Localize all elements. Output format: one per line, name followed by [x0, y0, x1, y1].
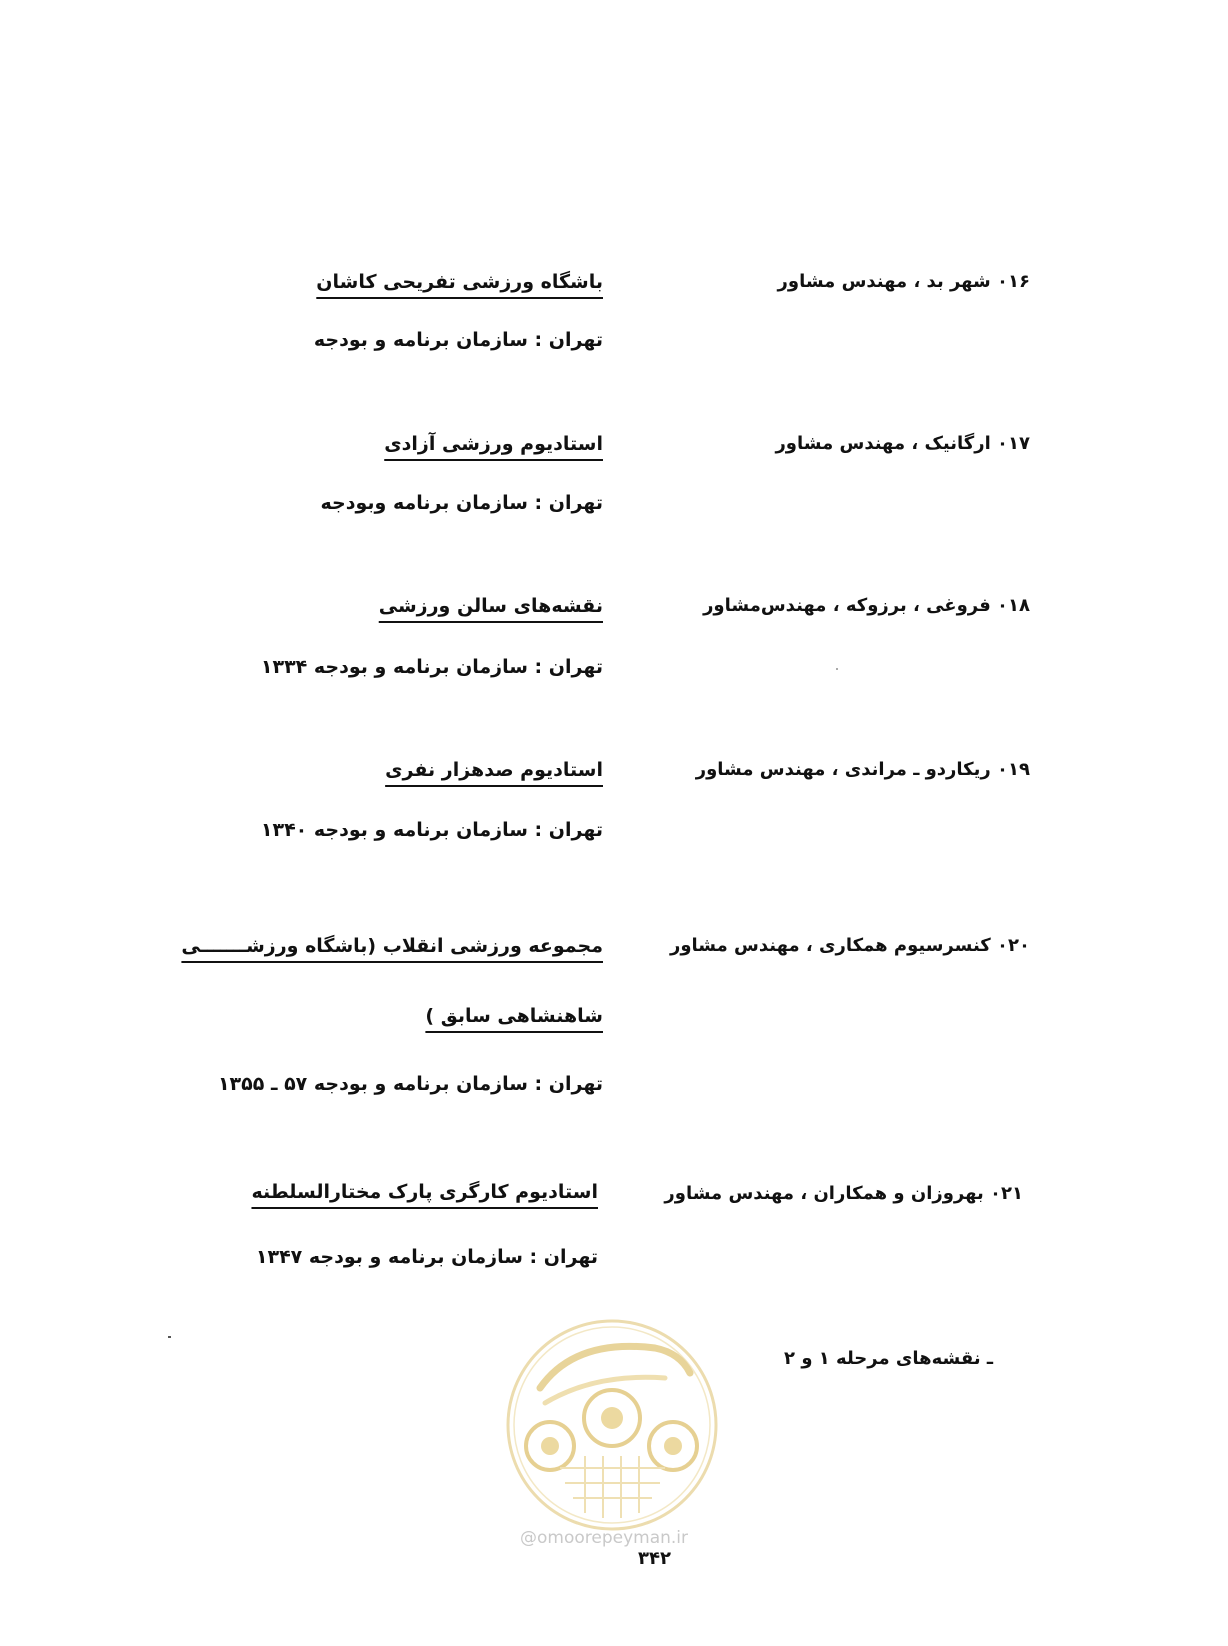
entry-019-title: استادیوم صدهزار نفری [385, 759, 603, 781]
entry-019-author: ۰۱۹ ریکاردو ـ مراندی ، مهندس مشاور [695, 759, 1030, 780]
watermark-logo [505, 1318, 720, 1533]
entry-021-author: ۰۲۱ بهروزان و همکاران ، مهندس مشاور [664, 1183, 1023, 1204]
entry-019-publisher: تهران : سازمان برنامه و بودجه ۱۳۴۰ [260, 819, 603, 841]
entry-018-author: ۰۱۸ فروغی ، برزوکه ، مهندس‌مشاور [703, 595, 1030, 616]
entry-018-title: نقشه‌های سالن ورزشی [378, 595, 603, 617]
entry-016-author: ۰۱۶ شهر بد ، مهندس مشاور [777, 271, 1030, 292]
scan-speck [168, 1336, 171, 1338]
entry-016-title: باشگاه ورزشی تفریحی کاشان [316, 271, 603, 293]
entry-020-publisher: تهران : سازمان برنامه و بودجه ۵۷ ـ ۱۳۵۵ [217, 1073, 603, 1095]
entry-020-author: ۰۲۰ کنسرسیوم همکاری ، مهندس مشاور [669, 935, 1030, 956]
entry-017-publisher: تهران : سازمان برنامه وبودجه [320, 492, 603, 514]
entry-020-title: مجموعه ورزشی انقلاب (باشگاه ورزشـــــــی [181, 935, 603, 957]
page-number: ۳۴۲ [638, 1548, 671, 1569]
footnote: ـ نقشه‌های مرحله ۱ و ۲ [784, 1348, 993, 1369]
entry-021-title: استادیوم کارگری پارک مختارالسلطنه [251, 1181, 598, 1203]
entry-018-publisher: تهران : سازمان برنامه و بودجه ۱۳۳۴ [260, 656, 603, 678]
scan-speck [836, 668, 838, 670]
entry-020-title-line2: شاهنشاهی سابق ) [425, 1005, 603, 1027]
watermark-url: @omoorepeyman.ir [520, 1528, 689, 1548]
entry-016-publisher: تهران : سازمان برنامه و بودجه [313, 329, 603, 351]
entry-021-publisher: تهران : سازمان برنامه و بودجه ۱۳۴۷ [255, 1246, 598, 1268]
entry-017-author: ۰۱۷ ارگانیک ، مهندس مشاور [775, 433, 1030, 454]
entry-017-title: استادیوم ورزشی آزادی [384, 433, 603, 455]
